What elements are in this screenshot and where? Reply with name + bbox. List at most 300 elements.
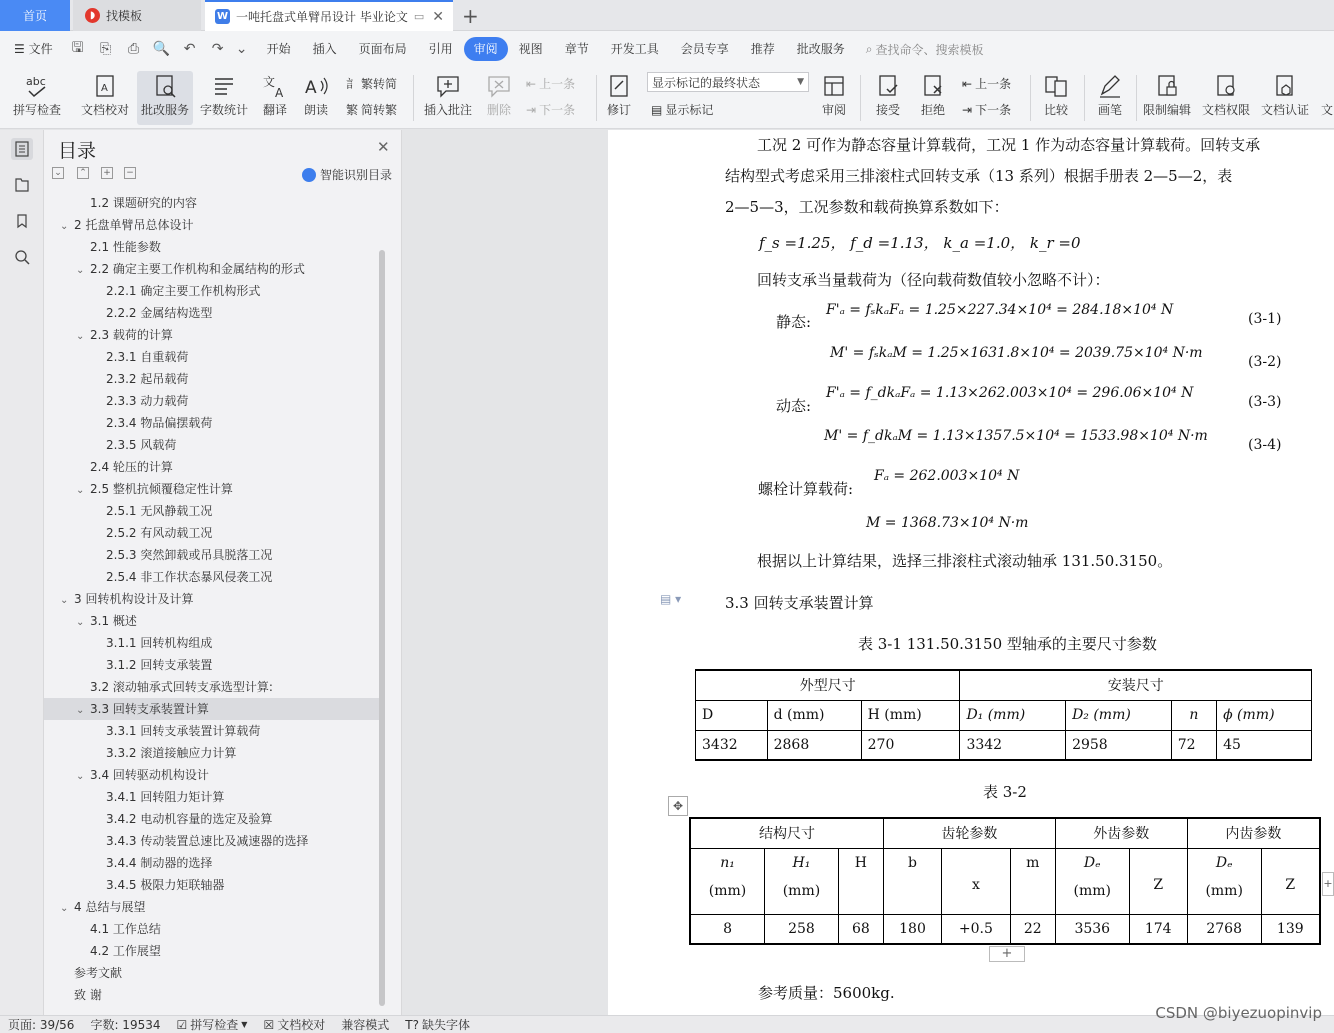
undo-icon[interactable]: ↶ bbox=[183, 41, 196, 57]
track-changes-label: 修订 bbox=[606, 103, 631, 117]
toc-item-label: 2.1 性能参数 bbox=[90, 240, 161, 254]
show-markup-icon: ▤ bbox=[651, 102, 663, 117]
word-doc-icon: W bbox=[216, 11, 229, 22]
toc-item-label: 3.1.2 回转支承装置 bbox=[106, 658, 213, 672]
table2-value-cell: 180 bbox=[883, 914, 941, 944]
toc-item[interactable] bbox=[44, 566, 384, 588]
svg-text:abc: abc bbox=[26, 75, 46, 88]
toc-item-label: 3.1.1 回转机构组成 bbox=[106, 636, 213, 650]
toc-item[interactable] bbox=[44, 588, 384, 610]
add-row-button[interactable]: + bbox=[989, 946, 1025, 962]
status-bar bbox=[0, 1015, 1334, 1033]
table2-header-symbol: m bbox=[1026, 854, 1040, 871]
toc-item-label: 2.3.4 物品偏摆载荷 bbox=[106, 416, 213, 430]
new-tab-button[interactable] bbox=[462, 0, 482, 31]
menu-item[interactable]: 章节 bbox=[564, 42, 589, 56]
toc-item[interactable] bbox=[44, 456, 384, 478]
toc-item[interactable] bbox=[44, 544, 384, 566]
table2-header-symbol: H bbox=[854, 854, 868, 871]
markup-state-value: 显示标记的最终状态 bbox=[652, 75, 761, 90]
doc-auth-button[interactable] bbox=[1258, 71, 1312, 125]
document-canvas bbox=[403, 130, 1334, 1015]
lock-doc-icon bbox=[1152, 71, 1182, 101]
toc-item[interactable] bbox=[44, 786, 384, 808]
pen-button[interactable] bbox=[1090, 71, 1130, 125]
print-preview-icon[interactable]: 🔍 bbox=[152, 41, 171, 57]
insert-comment-label: 插入批注 bbox=[423, 103, 472, 117]
menu-item[interactable]: 引用 bbox=[428, 42, 453, 56]
table2-header-cell bbox=[942, 848, 1011, 914]
correction-service-icon bbox=[150, 71, 180, 101]
toc-item-label: 3.4.5 极限力矩联轴器 bbox=[106, 878, 225, 892]
doc-proof-status[interactable] bbox=[255, 1016, 333, 1033]
print-icon[interactable]: ⎙ bbox=[127, 41, 140, 57]
table2-value-cell: 8 bbox=[690, 914, 765, 944]
toc-item-label: 2.5.1 无风静载工况 bbox=[106, 504, 213, 518]
svg-text:文: 文 bbox=[263, 75, 276, 89]
prev-icon: ⇤ bbox=[526, 76, 537, 91]
toc-item[interactable] bbox=[44, 390, 384, 412]
toc-item-label: 3.4 回转驱动机构设计 bbox=[90, 768, 209, 782]
trad-simp-icon: 訁 bbox=[346, 77, 359, 91]
toc-item-label: 2.3.2 起吊载荷 bbox=[106, 372, 189, 386]
svg-text:A: A bbox=[275, 86, 284, 99]
table2-header-symbol: Dₑ bbox=[1215, 854, 1233, 871]
toc-item[interactable] bbox=[44, 632, 384, 654]
next-comment-button[interactable] bbox=[526, 101, 575, 118]
menu-item[interactable]: 视图 bbox=[518, 42, 543, 56]
toc-list bbox=[44, 192, 384, 1010]
table2-header-symbol: H₁ bbox=[792, 854, 811, 871]
doc-proof-button[interactable] bbox=[76, 71, 134, 125]
spell-check-icon bbox=[22, 71, 52, 101]
tab-template-label: 找模板 bbox=[106, 9, 143, 23]
toc-item-label: 4.2 工作展望 bbox=[90, 944, 161, 958]
more-chevron-icon[interactable]: ⌄ bbox=[235, 41, 248, 57]
add-column-icon[interactable]: + bbox=[1322, 872, 1334, 896]
comment-icon bbox=[433, 71, 463, 101]
chevron-down-icon[interactable]: ⌄ bbox=[76, 265, 85, 276]
hamburger-icon: ☰ bbox=[14, 42, 29, 56]
toc-item[interactable] bbox=[44, 896, 384, 918]
toc-item[interactable] bbox=[44, 852, 384, 874]
search-icon: ⌕ bbox=[865, 41, 873, 56]
more-ribbon-label: 文 bbox=[1320, 103, 1333, 117]
collapse-all-icon[interactable]: ⌄ bbox=[52, 167, 64, 179]
delete-comment-icon bbox=[484, 71, 514, 101]
toc-item[interactable] bbox=[44, 280, 384, 302]
checkbox-icon: ☑ bbox=[176, 1017, 188, 1032]
table2-header-cell bbox=[1187, 848, 1261, 914]
toc-item[interactable] bbox=[44, 984, 384, 1006]
spell-check-status[interactable] bbox=[169, 1016, 256, 1033]
missing-font-icon: T? bbox=[405, 1017, 419, 1032]
table2-header-symbol: Z bbox=[1153, 876, 1164, 893]
chevron-down-icon[interactable]: ⌄ bbox=[60, 903, 69, 914]
menu-item[interactable]: 开始 bbox=[266, 42, 291, 56]
chevron-down-icon[interactable]: ⌄ bbox=[76, 771, 85, 782]
toc-item[interactable] bbox=[44, 434, 384, 456]
menu-item[interactable]: 批改服务 bbox=[796, 42, 845, 56]
toc-item[interactable] bbox=[44, 346, 384, 368]
template-logo-icon: ◗ bbox=[85, 8, 100, 23]
table2-group-header: 齿轮参数 bbox=[883, 818, 1055, 848]
bolt-load-label: 螺栓计算载荷: bbox=[758, 480, 854, 498]
next-icon: ⇥ bbox=[526, 102, 537, 117]
reject-icon bbox=[918, 71, 948, 101]
monitor-icon[interactable]: ▭ bbox=[413, 10, 425, 23]
markup-state-select[interactable] bbox=[647, 72, 809, 92]
restrict-edit-button[interactable] bbox=[1140, 71, 1194, 125]
tab-bar bbox=[0, 0, 1334, 31]
save-icon[interactable]: 🖫 bbox=[71, 40, 84, 56]
toc-item[interactable] bbox=[44, 368, 384, 390]
compat-mode-indicator: 兼容模式 bbox=[341, 1018, 390, 1032]
toc-item[interactable] bbox=[44, 742, 384, 764]
table1-value-cell: 3342 bbox=[960, 730, 1066, 760]
menu-item[interactable]: 页面布局 bbox=[358, 42, 407, 56]
menu-item[interactable]: 审阅 bbox=[464, 37, 508, 61]
menu-item[interactable]: 插入 bbox=[312, 42, 337, 56]
toc-item-label: 2.5.3 突然卸载或吊具脱落工况 bbox=[106, 548, 273, 562]
table1-header-cell: H (mm) bbox=[861, 700, 960, 730]
equation-number: (3-2) bbox=[1248, 354, 1282, 370]
prev-change-label: 上一条 bbox=[975, 77, 1012, 91]
word-count-label: 字数统计 bbox=[199, 103, 248, 117]
expand-up-icon[interactable]: ⌃ bbox=[77, 167, 89, 179]
chevron-down-icon[interactable]: ⌄ bbox=[60, 595, 69, 606]
toc-item-label: 2.3.1 自重载荷 bbox=[106, 350, 189, 364]
table1-header-cell: n bbox=[1171, 700, 1216, 730]
toc-item-label: 4.1 工作总结 bbox=[90, 922, 161, 936]
chevron-down-icon[interactable]: ⌄ bbox=[76, 485, 85, 496]
toc-item[interactable] bbox=[44, 412, 384, 434]
tab-home-label: 首页 bbox=[22, 9, 47, 23]
delete-label: 删除 bbox=[486, 103, 511, 117]
table2-header-unit: (mm) bbox=[782, 882, 821, 899]
prev-change-button[interactable] bbox=[962, 75, 1011, 92]
prev-change-icon: ⇤ bbox=[962, 76, 973, 91]
review-pane-icon bbox=[819, 71, 849, 101]
menu-item[interactable]: 会员专享 bbox=[680, 42, 729, 56]
doc-permission-button[interactable] bbox=[1199, 71, 1253, 125]
toc-item-label: 1.2 课题研究的内容 bbox=[90, 196, 197, 210]
tab-home[interactable] bbox=[0, 0, 70, 31]
tab-document[interactable] bbox=[205, 0, 453, 31]
table2-header-symbol: Z bbox=[1285, 876, 1296, 893]
find-icon[interactable] bbox=[11, 246, 33, 268]
toc-item-label: 致 谢 bbox=[74, 988, 102, 1002]
toc-item-label: 2.2 确定主要工作机构和金属结构的形式 bbox=[90, 262, 305, 276]
next-change-label: 下一条 bbox=[975, 103, 1012, 117]
equation-number: (3-4) bbox=[1248, 437, 1282, 453]
table-3-1[interactable] bbox=[695, 669, 1312, 761]
search-box[interactable] bbox=[866, 41, 984, 58]
toc-item-label: 3.3.1 回转支承装置计算载荷 bbox=[106, 724, 261, 738]
review-ribbon bbox=[0, 67, 1334, 129]
toc-item[interactable] bbox=[44, 192, 384, 214]
chevron-down-icon[interactable]: ⌄ bbox=[76, 617, 85, 628]
more-ribbon-button[interactable] bbox=[1320, 71, 1334, 125]
toc-item-label: 2 托盘单臂吊总体设计 bbox=[74, 218, 194, 232]
simp-trad-icon: 繁 bbox=[346, 103, 359, 117]
delete-comment-button[interactable] bbox=[479, 71, 519, 125]
table2-header-cell bbox=[1261, 848, 1320, 914]
toc-item-label: 3.4.3 传动装置总速比及减速器的选择 bbox=[106, 834, 309, 848]
chevron-down-icon[interactable]: ⌄ bbox=[76, 331, 85, 342]
page-indicator[interactable]: 页面: 39/56 bbox=[8, 1018, 75, 1032]
add-column-handles[interactable] bbox=[1322, 862, 1334, 962]
review-label: 审阅 bbox=[821, 103, 846, 117]
watermark-text: CSDN @biyezuopinvip bbox=[1155, 1004, 1322, 1022]
toc-item-label: 3.4.1 回转阻力矩计算 bbox=[106, 790, 225, 804]
equation-3-1: F'ₐ = fₛkₐFₐ = 1.25×227.34×10⁴ = 284.18×10⁴ N bbox=[826, 302, 1174, 318]
doc-permission-label: 文档权限 bbox=[1201, 103, 1250, 117]
translate-icon bbox=[260, 71, 290, 101]
table2-header-cell bbox=[883, 848, 941, 914]
review-pane-button[interactable] bbox=[814, 71, 854, 125]
show-markup-button[interactable] bbox=[651, 101, 713, 118]
coefficients-formula: f_s =1.25， f_d =1.13， k_a =1.0， k_r =0 bbox=[759, 234, 1081, 252]
toc-item[interactable] bbox=[44, 808, 384, 830]
table2-header-cell bbox=[1129, 848, 1187, 914]
table1-caption: 表 3-1 131.50.3150 型轴承的主要尺寸参数 bbox=[858, 635, 1157, 653]
page-margin-gutter bbox=[403, 130, 608, 1015]
equation-number: (3-3) bbox=[1248, 394, 1282, 410]
remove-heading-icon[interactable]: − bbox=[124, 167, 136, 179]
file-menu[interactable] bbox=[0, 37, 64, 61]
document-page[interactable] bbox=[608, 130, 1334, 1015]
redo-icon[interactable]: ↷ bbox=[211, 41, 224, 57]
pen-icon bbox=[1095, 71, 1125, 101]
toc-item[interactable] bbox=[44, 940, 384, 962]
table1-group-header: 外型尺寸 bbox=[696, 670, 960, 700]
chevron-down-icon[interactable]: ⌄ bbox=[60, 221, 69, 232]
close-icon[interactable]: ✕ bbox=[377, 138, 390, 156]
accept-icon bbox=[873, 71, 903, 101]
translate-button[interactable] bbox=[255, 71, 295, 125]
toc-item[interactable] bbox=[44, 874, 384, 896]
toc-item-label: 2.2.1 确定主要工作机构形式 bbox=[106, 284, 261, 298]
table2-group-header: 结构尺寸 bbox=[690, 818, 883, 848]
toc-item[interactable] bbox=[44, 324, 384, 346]
dropdown-arrow-icon: ▼ bbox=[241, 1020, 248, 1029]
toc-item-label: 3.4.2 电动机容量的选定及验算 bbox=[106, 812, 273, 826]
table2-value-cell: 139 bbox=[1261, 914, 1320, 944]
toc-item-label: 2.5.2 有风动载工况 bbox=[106, 526, 213, 540]
toc-panel-icon[interactable] bbox=[11, 138, 33, 160]
equation-3-4: M' = f_dkₐM = 1.13×1357.5×10⁴ = 1533.98×10⁴ N·m bbox=[824, 428, 1208, 444]
trad-to-simp-button[interactable] bbox=[346, 75, 397, 92]
toc-item-label: 3.1 概述 bbox=[90, 614, 137, 628]
table1-header-cell: ϕ (mm) bbox=[1217, 700, 1312, 730]
toc-item-label: 3.4.4 制动器的选择 bbox=[106, 856, 213, 870]
table2-header-unit: (mm) bbox=[1073, 882, 1111, 899]
missing-font-status[interactable] bbox=[397, 1016, 478, 1033]
toc-item[interactable] bbox=[44, 236, 384, 258]
paragraph-handle-icon[interactable]: ▤ ▾ bbox=[660, 592, 682, 606]
table1-value-cell: 2868 bbox=[767, 730, 861, 760]
missing-font-label: 缺失字体 bbox=[421, 1018, 470, 1032]
table2-value-cell: 258 bbox=[765, 914, 839, 944]
dynamic-label: 动态: bbox=[776, 397, 812, 415]
next-label: 下一条 bbox=[539, 103, 576, 117]
toc-item[interactable] bbox=[44, 478, 384, 500]
toc-item-label: 3.3.2 滚道接触应力计算 bbox=[106, 746, 237, 760]
table1-header-cell: D bbox=[696, 700, 768, 730]
toc-item[interactable] bbox=[44, 830, 384, 852]
table-3-2[interactable] bbox=[689, 817, 1321, 945]
doc-proof-icon bbox=[90, 71, 120, 101]
correction-service-button[interactable] bbox=[137, 71, 193, 125]
table2-header-unit: (mm) bbox=[1205, 882, 1243, 899]
toc-item[interactable] bbox=[44, 654, 384, 676]
read-aloud-icon bbox=[301, 71, 331, 101]
search-placeholder: 查找命令、搜索模板 bbox=[875, 42, 984, 57]
restrict-edit-label: 限制编辑 bbox=[1142, 103, 1191, 117]
spell-status-label: 拼写检查 bbox=[190, 1018, 239, 1032]
compare-button[interactable] bbox=[1036, 71, 1076, 125]
table2-header-cell bbox=[1010, 848, 1055, 914]
reject-button[interactable] bbox=[913, 71, 953, 125]
equation-3-3: F'ₐ = f_dkₐFₐ = 1.13×262.003×10⁴ = 296.06×10⁴ N bbox=[826, 385, 1194, 401]
next-change-icon: ⇥ bbox=[962, 102, 973, 117]
prev-label: 上一条 bbox=[539, 77, 576, 91]
table1-header-cell: D₂ (mm) bbox=[1066, 700, 1172, 730]
menu-bar bbox=[0, 31, 1334, 67]
table2-caption: 表 3-2 bbox=[983, 783, 1027, 801]
table2-header-unit: (mm) bbox=[708, 882, 747, 899]
translate-label: 翻译 bbox=[262, 103, 287, 117]
certificate-icon bbox=[1270, 71, 1300, 101]
smart-toc-icon bbox=[302, 168, 316, 182]
table2-value-cell: 174 bbox=[1129, 914, 1187, 944]
doc-proof-label: 文档校对 bbox=[80, 103, 129, 117]
toc-item[interactable] bbox=[44, 918, 384, 940]
tab-document-label: 一吨托盘式单臂吊设计 毕业论文 bbox=[236, 10, 408, 24]
accept-button[interactable] bbox=[868, 71, 908, 125]
toc-item-label: 参考文献 bbox=[74, 966, 123, 980]
bolt-equation-fa: Fₐ = 262.003×10⁴ N bbox=[874, 468, 1020, 484]
menu-item[interactable]: 推荐 bbox=[750, 42, 775, 56]
static-label: 静态: bbox=[776, 313, 812, 331]
table1-value-cell: 3432 bbox=[696, 730, 768, 760]
toc-item[interactable] bbox=[44, 764, 384, 786]
tab-template[interactable] bbox=[73, 0, 201, 31]
add-heading-icon[interactable]: + bbox=[101, 167, 113, 179]
spell-check-label: 拼写检查 bbox=[12, 103, 61, 117]
table2-header-cell bbox=[1055, 848, 1129, 914]
chevron-down-icon[interactable]: ⌄ bbox=[76, 705, 85, 716]
toc-item[interactable] bbox=[44, 720, 384, 742]
table-move-handle-icon[interactable]: ✥ bbox=[668, 796, 688, 816]
smart-toc-button[interactable] bbox=[302, 166, 392, 183]
spell-check-button[interactable] bbox=[6, 71, 68, 125]
toc-item[interactable] bbox=[44, 214, 384, 236]
bolt-equation-m: M = 1368.73×10⁴ N·m bbox=[866, 515, 1029, 531]
new-tab-label: + bbox=[462, 3, 479, 28]
toc-item-label: 3.3 回转支承装置计算 bbox=[90, 702, 209, 716]
show-markup-label: 显示标记 bbox=[665, 103, 714, 117]
toc-item-label: 2.4 轮压的计算 bbox=[90, 460, 173, 474]
table2-header-symbol: Dₑ bbox=[1083, 854, 1101, 871]
toc-item-label: 3 回转机构设计及计算 bbox=[74, 592, 194, 606]
paragraph-line: 2—5—3，工况参数和载荷换算系数如下： bbox=[725, 198, 1009, 216]
bookmark-icon[interactable] bbox=[11, 210, 33, 232]
table2-value-cell: 68 bbox=[838, 914, 883, 944]
table1-value-cell: 72 bbox=[1171, 730, 1216, 760]
toc-item-label: 2.3.5 风载荷 bbox=[106, 438, 177, 452]
table2-group-header: 外齿参数 bbox=[1055, 818, 1187, 848]
toc-panel bbox=[44, 130, 402, 1015]
table2-value-cell: +0.5 bbox=[942, 914, 1011, 944]
table2-header-symbol: n₁ bbox=[720, 854, 735, 871]
menu-item[interactable]: 开发工具 bbox=[610, 42, 659, 56]
toc-item[interactable] bbox=[44, 258, 384, 280]
table1-group-header: 安装尺寸 bbox=[960, 670, 1312, 700]
proof-status-label: 文档校对 bbox=[277, 1018, 326, 1032]
toc-item[interactable] bbox=[44, 302, 384, 324]
toc-item-label: 2.5.4 非工作状态暴风侵袭工况 bbox=[106, 570, 273, 584]
word-count-button[interactable] bbox=[197, 71, 251, 125]
toc-item[interactable] bbox=[44, 962, 384, 984]
word-count-indicator[interactable]: 字数: 19534 bbox=[90, 1018, 161, 1032]
toc-item[interactable] bbox=[44, 522, 384, 544]
section-heading: 3.3 回转支承装置计算 bbox=[725, 594, 874, 612]
simp-to-trad-button[interactable] bbox=[346, 101, 397, 118]
insert-comment-button[interactable] bbox=[420, 71, 476, 125]
accept-label: 接受 bbox=[875, 103, 900, 117]
trad-to-simp-label: 繁转简 bbox=[361, 77, 398, 91]
toc-item[interactable] bbox=[44, 676, 384, 698]
nav-strip bbox=[0, 130, 44, 1015]
chapter-nav-icon[interactable] bbox=[11, 174, 33, 196]
toc-item[interactable] bbox=[44, 610, 384, 632]
correction-service-label: 批改服务 bbox=[140, 103, 189, 117]
dropdown-arrow-icon: ▼ bbox=[797, 77, 804, 87]
compare-icon bbox=[1041, 71, 1071, 101]
table2-group-header: 内齿参数 bbox=[1187, 818, 1320, 848]
toc-item-label: 4 总结与展望 bbox=[74, 900, 146, 914]
table2-value-cell: 22 bbox=[1010, 914, 1055, 944]
more-icon bbox=[1320, 71, 1334, 101]
toc-item[interactable] bbox=[44, 698, 384, 720]
toc-scrollbar[interactable] bbox=[379, 250, 385, 1006]
close-tab-icon[interactable]: ✕ bbox=[432, 8, 444, 25]
paragraph-line: 结构型式考虑采用三排滚柱式回转支承（13 系列）根据手册表 2—5—2，表 bbox=[725, 167, 1233, 185]
reject-label: 拒绝 bbox=[920, 103, 945, 117]
table2-header-cell bbox=[765, 848, 839, 914]
table2-header-symbol: b bbox=[908, 854, 917, 871]
read-aloud-button[interactable] bbox=[298, 71, 334, 125]
table1-value-cell: 2958 bbox=[1066, 730, 1172, 760]
export-icon[interactable]: ⎘ bbox=[99, 41, 112, 57]
permission-icon bbox=[1211, 71, 1241, 101]
paragraph-line: 回转支承当量载荷为（径向载荷数值较小忽略不计）： bbox=[757, 271, 1110, 289]
equation-number: (3-1) bbox=[1248, 311, 1282, 327]
toc-item[interactable] bbox=[44, 500, 384, 522]
toc-title: 目录 bbox=[58, 140, 97, 162]
next-change-button[interactable] bbox=[962, 101, 1011, 118]
toc-item-label: 3.2 滚动轴承式回转支承选型计算: bbox=[90, 680, 273, 694]
prev-comment-button[interactable] bbox=[526, 75, 575, 92]
table1-header-cell: D₁ (mm) bbox=[960, 700, 1066, 730]
toc-item-label: 2.3.3 动力载荷 bbox=[106, 394, 189, 408]
table1-value-cell: 45 bbox=[1217, 730, 1312, 760]
track-changes-button[interactable] bbox=[600, 71, 638, 125]
paragraph-line: 根据以上计算结果，选择三排滚柱式滚动轴承 131.50.3150。 bbox=[757, 552, 1173, 570]
toc-item-label: 2.3 载荷的计算 bbox=[90, 328, 173, 342]
